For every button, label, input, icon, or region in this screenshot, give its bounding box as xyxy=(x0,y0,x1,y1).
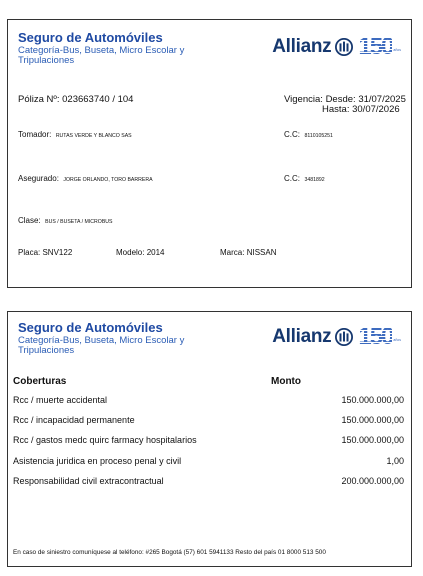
coverage-amount: 150.000.000,00 xyxy=(341,415,404,425)
policy-separator: / xyxy=(112,94,115,105)
policy-suffix: 104 xyxy=(117,94,134,105)
asegurado-line xyxy=(18,168,153,186)
card-subtitle: Categoría-Bus, Buseta, Micro Escolar y Tripulaciones xyxy=(18,45,185,66)
desde-label: Desde: xyxy=(325,94,356,105)
anniversary-text: años xyxy=(393,338,401,342)
policy-label: Póliza Nº: xyxy=(18,94,60,105)
vigencia-label: Vigencia: xyxy=(284,94,323,105)
placa-value: SNV122 xyxy=(42,248,73,257)
tomador-line xyxy=(18,124,132,142)
coverage-label: Responsabilidad civil extracontractual xyxy=(13,476,164,486)
coverage-label: Rcc / incapacidad permanente xyxy=(13,415,135,425)
monto-header: Monto xyxy=(271,376,301,387)
desde-date: 31/07/2025 xyxy=(358,94,406,105)
clase-label: Clase: xyxy=(18,216,41,225)
anniversary-text: años xyxy=(393,48,401,52)
coverage-amount: 150.000.000,00 xyxy=(341,435,404,445)
policy-number: 023663740 xyxy=(62,94,110,105)
policy-card xyxy=(7,19,412,288)
anniversary-badge xyxy=(358,325,401,349)
card-title: Seguro de Automóviles xyxy=(18,320,163,335)
coverage-amount: 1,00 xyxy=(386,456,404,466)
allianz-eagle-icon xyxy=(335,38,353,56)
cc2-line xyxy=(284,168,325,186)
marca-line xyxy=(220,248,276,257)
placa-label: Placa: xyxy=(18,248,41,257)
coverage-row xyxy=(13,415,404,427)
marca-label: Marca: xyxy=(220,248,245,257)
policy-number-line xyxy=(18,94,133,105)
claims-phone-footer: En caso de siniestro comuníquese al teléfono: #265 Bogotá (57) 601 5941133 Resto del país 01 8000 513 500 xyxy=(13,549,326,556)
coverage-amount: 200.000.000,00 xyxy=(341,476,404,486)
cc1-label: C.C: xyxy=(284,130,300,139)
tomador-value: RUTAS VERDE Y BLANCO SAS xyxy=(55,133,132,139)
anniversary-number: 150 xyxy=(358,33,393,60)
hasta-label: Hasta: xyxy=(322,104,350,115)
coverage-label: Rcc / gastos medc quirc farmacy hospitalarios xyxy=(13,435,197,445)
asegurado-label: Asegurado: xyxy=(18,174,59,183)
anniversary-badge xyxy=(358,35,401,59)
placa-line xyxy=(18,248,72,257)
coverage-label: Rcc / muerte accidental xyxy=(13,395,108,405)
coverage-card xyxy=(7,311,412,567)
card-subtitle: Categoría-Bus, Buseta, Micro Escolar y Tripulaciones xyxy=(18,335,185,356)
coberturas-header: Coberturas xyxy=(13,376,67,387)
tomador-label: Tomador: xyxy=(18,130,52,139)
cc2-value: 3481892 xyxy=(304,177,325,183)
coverage-label: Asistencia juridica en proceso penal y civil xyxy=(13,456,182,466)
cc1-value: 8110105251 xyxy=(304,133,333,139)
modelo-line xyxy=(116,248,165,257)
coverage-row xyxy=(13,456,404,468)
modelo-value: 2014 xyxy=(146,248,165,257)
asegurado-value: JORGE ORLANDO, TORO BARRERA xyxy=(63,177,153,183)
cc2-label: C.C: xyxy=(284,174,300,183)
card-title: Seguro de Automóviles xyxy=(18,30,163,45)
allianz-logo xyxy=(272,322,401,352)
clase-line xyxy=(18,210,113,228)
coverage-amount: 150.000.000,00 xyxy=(341,395,404,405)
vigencia-hasta-line xyxy=(322,104,400,115)
brand-name: Allianz xyxy=(272,326,332,347)
hasta-date: 30/07/2026 xyxy=(352,104,400,115)
allianz-eagle-icon xyxy=(335,328,353,346)
cc1-line xyxy=(284,124,333,142)
coverage-row xyxy=(13,435,404,447)
marca-value: NISSAN xyxy=(246,248,277,257)
coverage-row xyxy=(13,395,404,407)
allianz-logo xyxy=(272,32,401,62)
brand-name: Allianz xyxy=(272,36,332,57)
coverage-row xyxy=(13,476,404,488)
modelo-label: Modelo: xyxy=(116,248,145,257)
clase-value: BUS / BUSETA / MICROBUS xyxy=(45,219,113,225)
anniversary-number: 150 xyxy=(358,323,393,350)
